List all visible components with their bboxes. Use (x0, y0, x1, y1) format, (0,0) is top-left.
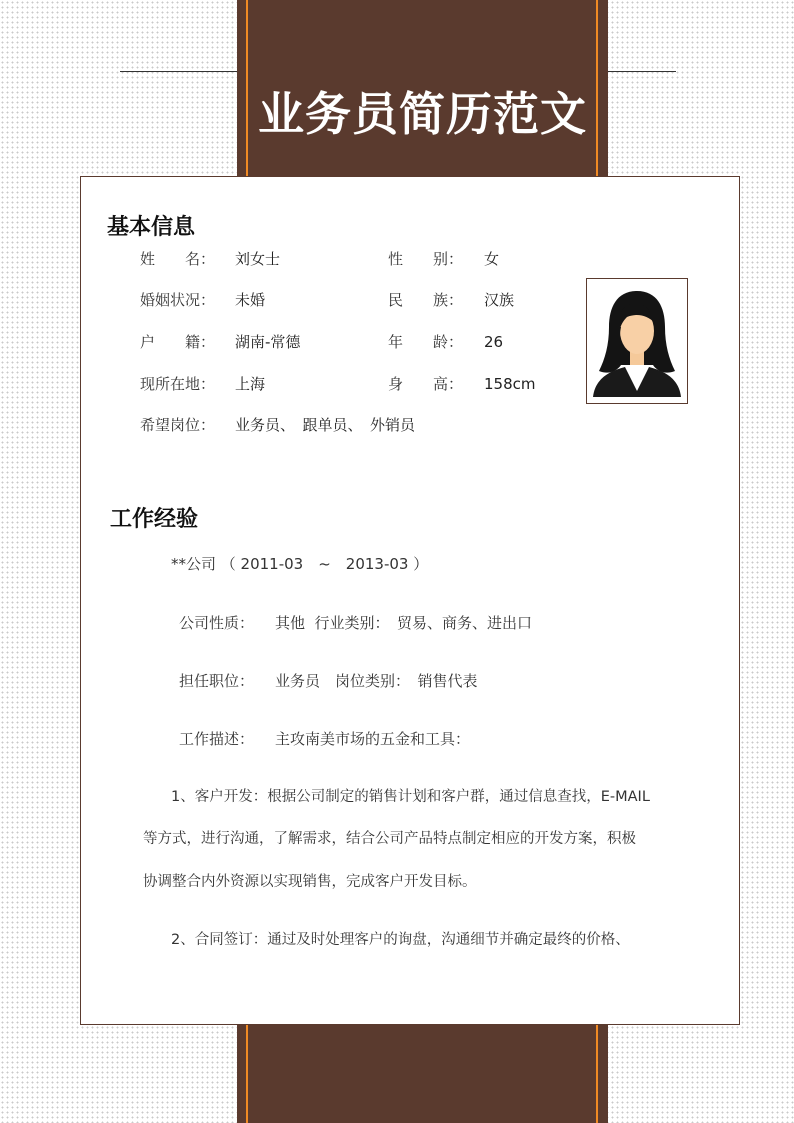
value-desired-position: 业务员、 跟单员、 外销员 (235, 416, 416, 434)
desc-item-1-line-3: 协调整合内外资源以实现销售，完成客户开发目标。 (143, 874, 477, 890)
title-rule-left (120, 71, 237, 72)
label-marital: 婚姻状况： (140, 291, 216, 309)
label-location: 现所在地： (140, 375, 216, 393)
label-ethnicity: 民 族： (388, 291, 464, 309)
label-company-nature: 公司性质： (179, 614, 255, 632)
label-age: 年 龄： (388, 333, 464, 351)
title-rule-right (608, 71, 676, 72)
resume-card (80, 176, 740, 1025)
desc-item-2-line-1: 2、合同签订：通过及时处理客户的询盘，沟通细节并确定最终的价格、 (171, 932, 630, 948)
value-marital: 未婚 (235, 291, 266, 309)
value-description: 主攻南美市场的五金和工具： (275, 730, 471, 748)
desc-item-1-line-2: 等方式，进行沟通，了解需求，结合公司产品特点制定相应的开发方案，积极 (143, 831, 636, 847)
value-gender: 女 (484, 250, 500, 268)
page-title: 业务员简历范文 (258, 87, 587, 141)
value-position: 业务员 岗位类别： 销售代表 (275, 672, 478, 690)
label-description: 工作描述： (179, 730, 255, 748)
label-desired-position: 希望岗位： (140, 416, 216, 434)
section-title-basic: 基本信息 (107, 215, 196, 240)
label-hukou: 户 籍： (140, 333, 216, 351)
value-name: 刘女士 (235, 250, 281, 268)
company-line: **公司 （ 2011-03 ~ 2013-03 ） (171, 555, 429, 573)
label-name: 姓 名： (140, 250, 216, 268)
value-hukou: 湖南-常德 (235, 333, 301, 351)
profile-photo (586, 278, 688, 404)
label-position: 担任职位： (179, 672, 255, 690)
desc-item-1-line-1: 1、客户开发：根据公司制定的销售计划和客户群，通过信息查找，E-MAIL (171, 789, 650, 805)
value-location: 上海 (235, 375, 266, 393)
value-height: 158cm (484, 375, 536, 393)
section-title-work: 工作经验 (110, 507, 199, 532)
value-company-nature: 其他 行业类别： 贸易、商务、进出口 (275, 614, 533, 632)
avatar-icon (587, 279, 687, 403)
value-ethnicity: 汉族 (484, 291, 515, 309)
label-height: 身 高： (388, 375, 464, 393)
label-gender: 性 别： (388, 250, 464, 268)
value-age: 26 (484, 333, 504, 351)
